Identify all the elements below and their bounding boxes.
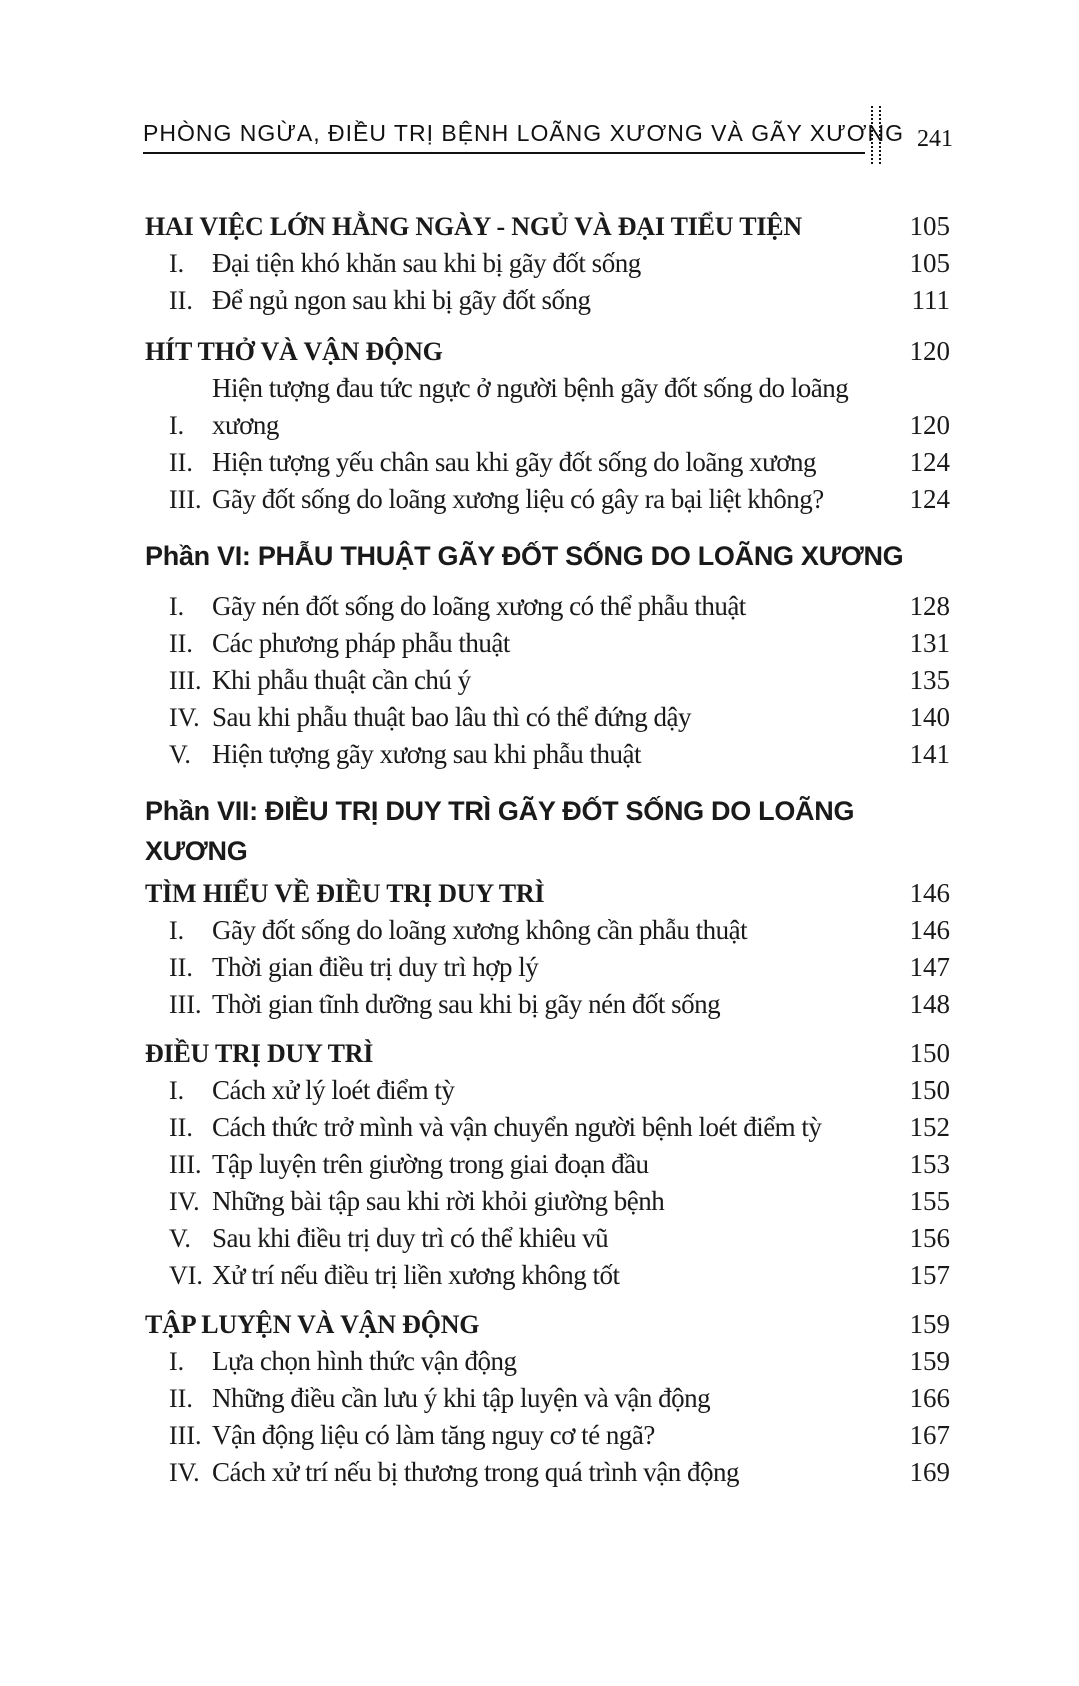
item-title: Lựa chọn hình thức vận động	[212, 1346, 517, 1376]
item-number: I.	[169, 1076, 185, 1105]
section-title: HÍT THỞ VÀ VẬN ĐỘNG	[145, 337, 443, 366]
item-page-number: 159	[909, 1346, 950, 1376]
item-title: Sau khi phẫu thuật bao lâu thì có thể đứng dậy	[212, 702, 692, 732]
toc-item	[145, 444, 950, 481]
section-title: ĐIỀU TRỊ DUY TRÌ	[145, 1039, 374, 1068]
item-title: Vận động liệu có làm tăng nguy cơ té ngã?	[212, 1420, 655, 1450]
toc-item	[145, 1454, 950, 1491]
item-title: Để ngủ ngon sau khi bị gãy đốt sống	[212, 285, 591, 315]
header-rule	[143, 152, 865, 154]
section-page-number: 120	[909, 336, 950, 366]
toc-item	[145, 625, 950, 662]
item-page-number: 111	[911, 285, 950, 315]
item-page-number: 153	[909, 1149, 950, 1179]
item-title: Cách thức trở mình và vận chuyển người bệnh loét điểm tỳ	[212, 1112, 822, 1142]
section-title: TÌM HIỂU VỀ ĐIỀU TRỊ DUY TRÌ	[145, 879, 545, 908]
item-number: II.	[169, 953, 193, 982]
toc-item	[145, 1343, 950, 1380]
toc-item	[145, 588, 950, 625]
item-title: Các phương pháp phẫu thuật	[212, 628, 510, 658]
item-number: III.	[169, 1150, 202, 1179]
item-page-number: 124	[909, 447, 950, 477]
item-page-number: 152	[909, 1112, 950, 1142]
toc-item	[145, 1257, 950, 1294]
item-number: II.	[169, 629, 193, 658]
section-heading	[145, 875, 950, 912]
item-number: II.	[169, 1113, 193, 1142]
item-number: II.	[169, 448, 193, 477]
toc-section	[145, 1306, 950, 1491]
item-title: Thời gian tĩnh dưỡng sau khi bị gãy nén đốt sống	[212, 989, 721, 1019]
item-number: IV.	[169, 1458, 200, 1487]
toc-item	[145, 1072, 950, 1109]
item-title: Khi phẫu thuật cần chú ý	[212, 665, 471, 695]
item-page-number: 124	[909, 484, 950, 514]
section-page-number: 105	[909, 211, 950, 241]
toc-item	[145, 282, 950, 319]
toc-part	[145, 791, 950, 871]
toc-item	[145, 481, 950, 518]
toc-item	[145, 736, 950, 773]
item-title: Gãy nén đốt sống do loãng xương có thể phẫu thuật	[212, 591, 746, 621]
running-title: PHÒNG NGỪA, ĐIỀU TRỊ BỆNH LOÃNG XƯƠNG VÀ GÃY XƯƠNG	[143, 120, 904, 146]
item-page-number: 146	[909, 915, 950, 945]
toc-item	[145, 245, 950, 282]
item-page-number: 105	[909, 248, 950, 278]
page-number: 241	[917, 126, 953, 152]
part-title: Phần VII: ĐIỀU TRỊ DUY TRÌ GÃY ĐỐT SỐNG DO LOÃNG XƯƠNG	[145, 796, 855, 866]
toc-item	[145, 1183, 950, 1220]
item-page-number: 147	[909, 952, 950, 982]
item-number: IV.	[169, 1187, 200, 1216]
item-number: V.	[169, 1224, 191, 1253]
item-page-number: 150	[909, 1075, 950, 1105]
toc-section	[145, 208, 950, 319]
item-number: I.	[169, 249, 185, 278]
item-page-number: 166	[909, 1383, 950, 1413]
item-title: Những bài tập sau khi rời khỏi giường bệnh	[212, 1186, 665, 1216]
item-number: I.	[169, 592, 185, 621]
item-title: Tập luyện trên giường trong giai đoạn đầu	[212, 1149, 649, 1179]
item-page-number: 155	[909, 1186, 950, 1216]
toc-item	[145, 1146, 950, 1183]
item-page-number: 167	[909, 1420, 950, 1450]
toc-part	[145, 536, 950, 773]
item-title: Xử trí nếu điều trị liền xương không tốt	[212, 1260, 620, 1290]
toc-item	[145, 370, 950, 444]
item-title: Gãy đốt sống do loãng xương liệu có gây ra bại liệt không?	[212, 484, 824, 514]
section-page-number: 146	[909, 878, 950, 908]
item-number: I.	[169, 411, 185, 440]
item-number: III.	[169, 1421, 202, 1450]
item-page-number: 148	[909, 989, 950, 1019]
item-number: II.	[169, 1384, 193, 1413]
toc-section	[145, 1035, 950, 1294]
item-page-number: 156	[909, 1223, 950, 1253]
section-page-number: 150	[909, 1038, 950, 1068]
toc-item	[145, 1109, 950, 1146]
item-page-number: 169	[909, 1457, 950, 1487]
toc-section	[145, 333, 950, 518]
section-page-number: 159	[909, 1309, 950, 1339]
section-heading	[145, 1035, 950, 1072]
toc-item	[145, 1220, 950, 1257]
toc-item	[145, 662, 950, 699]
section-title: HAI VIỆC LỚN HẰNG NGÀY - NGỦ VÀ ĐẠI TIỂU TIỆN	[145, 212, 802, 241]
part-title: Phần VI: PHẪU THUẬT GÃY ĐỐT SỐNG DO LOÃNG XƯƠNG	[145, 541, 904, 571]
item-page-number: 128	[909, 591, 950, 621]
item-title: Cách xử lý loét điểm tỳ	[212, 1075, 455, 1105]
running-header	[143, 108, 953, 158]
section-heading	[145, 1306, 950, 1343]
item-title: Những điều cần lưu ý khi tập luyện và vận động	[212, 1383, 711, 1413]
item-title: Hiện tượng đau tức ngực ở người bệnh gãy đốt sống do loãng xương	[212, 373, 849, 440]
section-heading	[145, 208, 950, 245]
item-page-number: 141	[909, 739, 950, 769]
item-number: III.	[169, 666, 202, 695]
item-number: II.	[169, 286, 193, 315]
section-heading	[145, 333, 950, 370]
item-page-number: 140	[909, 702, 950, 732]
toc-item	[145, 986, 950, 1023]
toc-section	[145, 875, 950, 1023]
table-of-contents	[145, 208, 950, 1491]
toc-item	[145, 1380, 950, 1417]
item-title: Hiện tượng gãy xương sau khi phẫu thuật	[212, 739, 642, 769]
item-number: I.	[169, 1347, 185, 1376]
item-title: Cách xử trí nếu bị thương trong quá trình vận động	[212, 1457, 739, 1487]
item-number: VI.	[169, 1261, 203, 1290]
item-number: V.	[169, 740, 191, 769]
item-number: IV.	[169, 703, 200, 732]
item-title: Thời gian điều trị duy trì hợp lý	[212, 952, 539, 982]
item-title: Đại tiện khó khăn sau khi bị gãy đốt sống	[212, 248, 641, 278]
header-dotted-divider	[871, 106, 881, 164]
item-title: Sau khi điều trị duy trì có thể khiêu vũ	[212, 1223, 609, 1253]
item-number: III.	[169, 485, 202, 514]
item-page-number: 157	[909, 1260, 950, 1290]
item-number: I.	[169, 916, 185, 945]
section-title: TẬP LUYỆN VÀ VẬN ĐỘNG	[145, 1310, 480, 1339]
toc-item	[145, 949, 950, 986]
toc-item	[145, 699, 950, 736]
item-title: Gãy đốt sống do loãng xương không cần phẫu thuật	[212, 915, 748, 945]
item-page-number: 120	[909, 410, 950, 440]
toc-item	[145, 1417, 950, 1454]
item-page-number: 135	[909, 665, 950, 695]
item-page-number: 131	[909, 628, 950, 658]
item-title: Hiện tượng yếu chân sau khi gãy đốt sống do loãng xương	[212, 447, 816, 477]
toc-item	[145, 912, 950, 949]
item-number: III.	[169, 990, 202, 1019]
